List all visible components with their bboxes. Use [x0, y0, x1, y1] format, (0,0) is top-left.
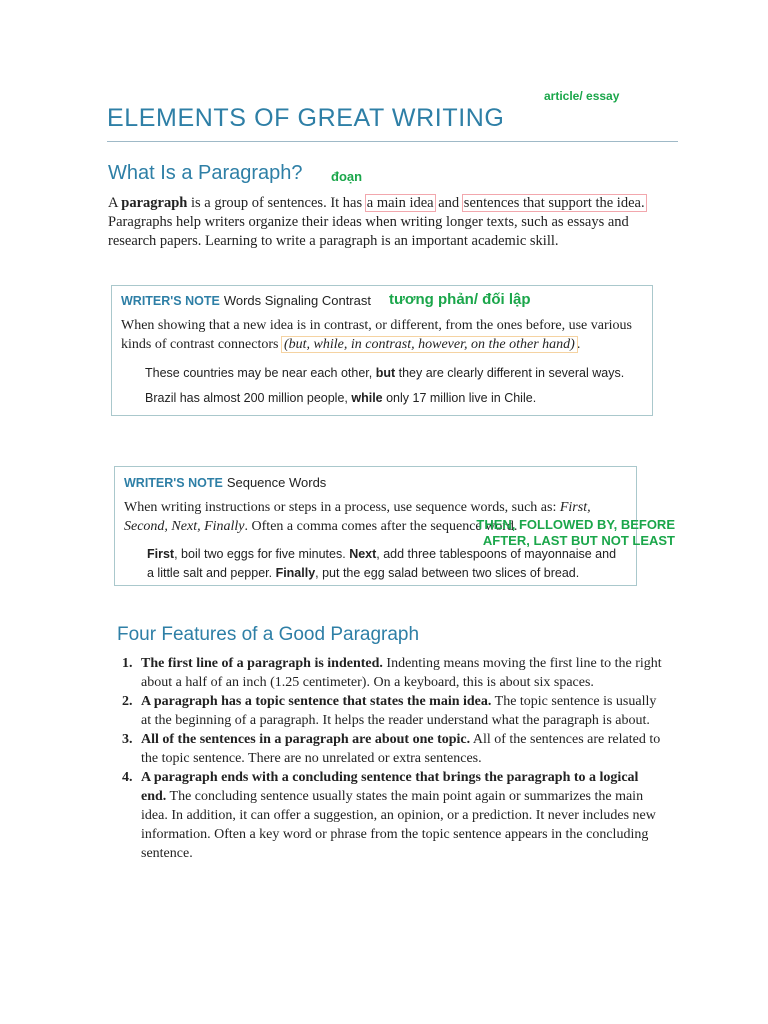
text-span: and [438, 195, 460, 211]
item-lead: A paragraph has a topic sentence that states the main idea. [141, 694, 492, 709]
text-span: they are clearly different in several ways. [395, 366, 625, 380]
annotation-contrast: tương phản/ đối lập [389, 291, 531, 308]
text-span: Paragraphs help writers organize their ideas when writing longer texts, such as essays and research papers. Learning to write a paragraph is an important academic skill. [108, 214, 629, 249]
item-body: Indenting means moving the first line to the right about a half of an inch (1.25 centimeter). On a keyboard, this is about six spaces. [141, 656, 662, 690]
note-label: WRITER'S NOTE [124, 476, 223, 490]
item-lead: All of the sentences in a paragraph are about one topic. [141, 732, 471, 747]
section-heading-paragraph: What Is a Paragraph? [108, 162, 303, 184]
text-span: When writing instructions or steps in a process, use sequence words, such as: [124, 500, 560, 515]
list-item [122, 692, 667, 730]
text-span: . [576, 337, 581, 352]
item-body: All of the sentences are related to the topic sentence. There are no unrelated or extra sentences. [141, 732, 661, 766]
writers-note-contrast-header [121, 292, 371, 310]
list-item [122, 730, 667, 768]
highlight-supporting-sentences: sentences that support the idea. [463, 195, 645, 211]
features-list [122, 654, 667, 863]
item-number: 3. [122, 732, 133, 747]
note-heading: Sequence Words [226, 475, 327, 490]
annotation-line: THEN, FOLLOWED BY, BEFORE [476, 517, 675, 532]
example-sequence [147, 545, 617, 583]
sequence-word: First [147, 547, 175, 561]
item-number: 4. [122, 770, 133, 785]
list-item [122, 768, 667, 863]
text-span: When showing that a new idea is in contrast, or different, from the ones before, use various kinds of contrast connectors [121, 318, 632, 352]
title-divider [107, 141, 678, 142]
example-sentence [145, 391, 536, 405]
text-span: A [108, 195, 122, 211]
item-text [141, 730, 667, 768]
connector-word: but [375, 366, 396, 380]
text-span: . Often a comma comes after the sequence word. [244, 519, 518, 534]
item-text [141, 654, 667, 692]
writers-note-sequence-header [124, 474, 326, 492]
sequence-word: Finally [275, 566, 316, 580]
text-span: Brazil has almost 200 million people, [145, 391, 352, 405]
sequence-words: First, Second, Next, Finally [124, 500, 591, 534]
connector-word: while [351, 391, 383, 405]
item-text [141, 692, 667, 730]
highlight-contrast-connectors: (but, while, in contrast, however, on the other hand) [283, 337, 575, 352]
page-title: ELEMENTS OF GREAT WRITING [107, 104, 505, 132]
annotation-doan: đoạn [331, 169, 363, 184]
term-paragraph: paragraph [121, 195, 188, 211]
section-heading-four-features: Four Features of a Good Paragraph [117, 624, 420, 645]
text-span: , boil two eggs for five minutes. [174, 547, 350, 561]
item-body: The concluding sentence usually states the main point again or summarizes the main idea. In addition, it can offer a suggestion, an opinion, or a prediction. It never includes new information. Often a key word or phrase from the topic sentence appears in the concluding sentence. [141, 789, 656, 861]
annotation-article-essay: article/ essay [544, 89, 620, 103]
text-span: , add three tablespoons of mayonnaise and a little salt and pepper. [147, 547, 617, 580]
list-item [122, 654, 667, 692]
example-sentence [145, 366, 624, 380]
text-span: These countries may be near each other, [145, 366, 376, 380]
note-label: WRITER'S NOTE [121, 294, 220, 308]
sequence-word: Next [349, 547, 377, 561]
item-number: 1. [122, 656, 133, 671]
paragraph-definition [108, 194, 678, 251]
text-span: only 17 million live in Chile. [382, 391, 537, 405]
text-span: is a group of sentences. It has [187, 195, 363, 211]
text-span: , put the egg salad between two slices of bread. [315, 566, 580, 580]
note-heading: Words Signaling Contrast [223, 293, 371, 308]
item-body: The topic sentence is usually at the beginning of a paragraph. It helps the reader understand what the paragraph is about. [141, 694, 657, 728]
annotation-line: AFTER, LAST BUT NOT LEAST [482, 533, 675, 548]
item-lead: The first line of a paragraph is indented. [141, 656, 383, 671]
item-lead: A paragraph ends with a concluding sentence that brings the paragraph to a logical end. [141, 770, 639, 804]
highlight-main-idea: a main idea [366, 195, 434, 211]
item-text [141, 768, 667, 863]
item-number: 2. [122, 694, 133, 709]
annotation-sequence-words [461, 517, 675, 549]
writers-note-contrast-body [121, 316, 641, 354]
